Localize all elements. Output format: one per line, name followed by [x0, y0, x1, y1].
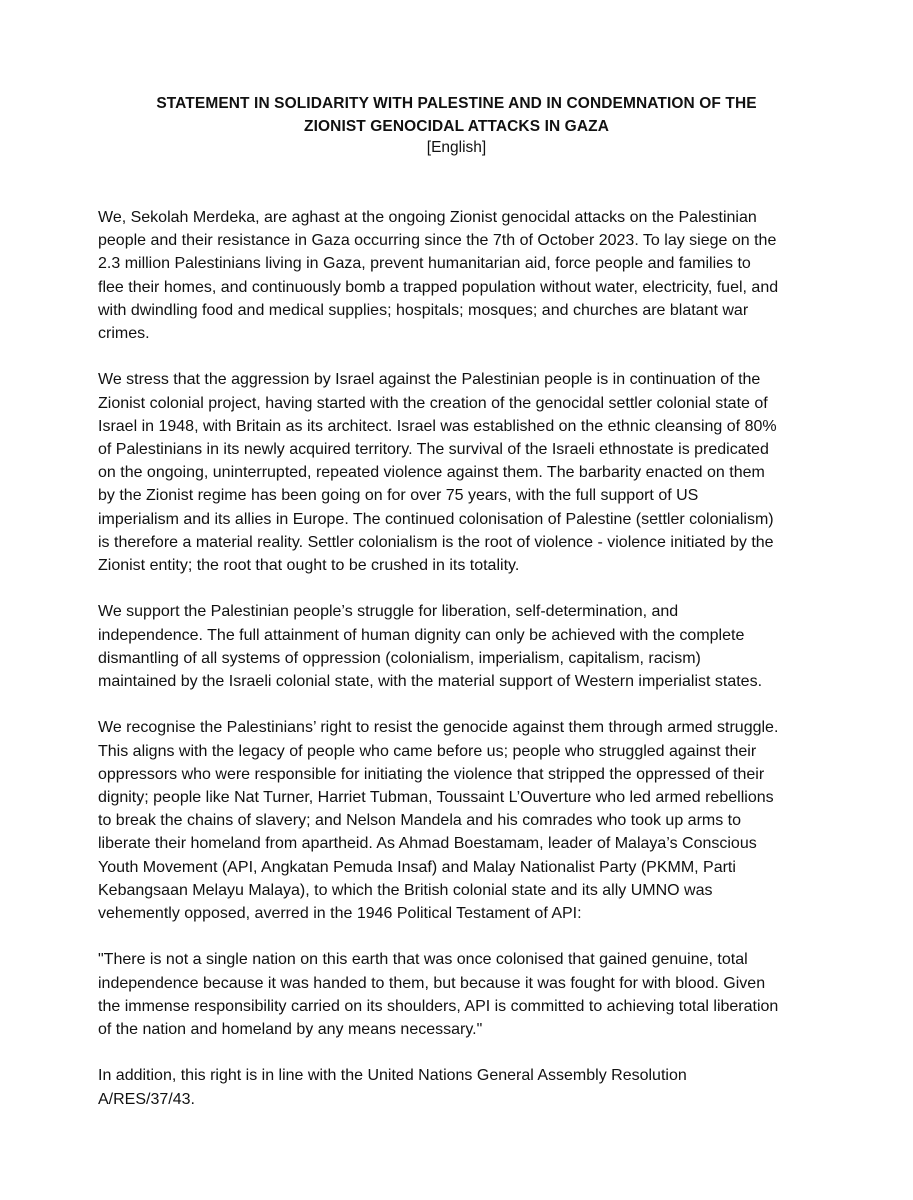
text-line: independence. The full attainment of human dignity can only be achieved with the complete: [98, 626, 745, 644]
text-line: vehemently opposed, averred in the 1946 Political Testament of API:: [98, 905, 582, 923]
text-line: We stress that the aggression by Israel against the Palestinian people is in continuation of the: [98, 371, 761, 389]
text-line: the immense responsibility carried on its shoulders, API is committed to achieving total liberation: [98, 997, 779, 1015]
language-label: [English]: [426, 139, 487, 156]
text-line: We, Sekolah Merdeka, are aghast at the ongoing Zionist genocidal attacks on the Palestinian: [98, 209, 757, 226]
text-line: We recognise the Palestinians’ right to resist the genocide against them through armed struggle.: [98, 719, 779, 737]
text-line: oppressors who were responsible for initiating the violence that stripped the oppressed of their: [98, 765, 765, 783]
text-line: people and their resistance in Gaza occurring since the 7th of October 2023. To lay siege on the: [98, 232, 777, 250]
text-line: We support the Palestinian people’s struggle for liberation, self-determination, and: [98, 603, 679, 621]
text-line: of Palestinians in its newly acquired territory. The survival of the Israeli ethnostate is predicated: [98, 441, 769, 459]
text-line: maintained by the Israeli colonial state, with the material support of Western imperialist states.: [98, 673, 763, 691]
text-line: Israel in 1948, with Britain as its architect. Israel was established on the ethnic cleansing of 80%: [98, 417, 777, 435]
title-line: ZIONIST GENOCIDAL ATTACKS IN GAZA: [304, 118, 609, 135]
text-line: Zionist entity; the root that ought to be crushed in its totality.: [98, 557, 520, 575]
text-line: imperialism and its allies in Europe. The continued colonisation of Palestine (settler colonialism): [98, 510, 774, 528]
document-title: [60, 92, 853, 138]
text-line: is therefore a material reality. Settler colonialism is the root of violence - violence initiated by the: [98, 533, 774, 551]
text-line: independence because it was handed to them, but because it was fought for with blood. Given: [98, 974, 766, 992]
text-line: A/RES/37/43.: [98, 1090, 195, 1108]
paragraph-support: [98, 600, 858, 693]
paragraph-stress: [98, 368, 858, 577]
text-line: liberate their homeland from apartheid. As Ahmad Boestamam, leader of Malaya’s Conscious: [98, 835, 757, 853]
paragraph-recognise: [98, 716, 858, 925]
text-line: Youth Movement (API, Angkatan Pemuda Insaf) and Malay Nationalist Party (PKMM, Parti: [98, 858, 736, 876]
paragraph-aghast: [98, 206, 858, 345]
text-line: to break the chains of slavery; and Nelson Mandela and his comrades who took up arms to: [98, 812, 742, 830]
text-line: crimes.: [98, 325, 150, 343]
document-body: [98, 206, 858, 1134]
paragraph-quote: [98, 948, 858, 1041]
text-line: This aligns with the legacy of people who came before us; people who struggled against their: [98, 742, 757, 760]
text-line: Kebangsaan Melayu Malaya), to which the British colonial state and its ally UMNO was: [98, 881, 713, 899]
text-line: on the ongoing, uninterrupted, repeated violence against them. The barbarity enacted on them: [98, 464, 765, 482]
text-line: "There is not a single nation on this earth that was once colonised that gained genuine, total: [98, 951, 748, 969]
text-line: 2.3 million Palestinians living in Gaza, prevent humanitarian aid, force people and families to: [98, 255, 751, 273]
text-line: dignity; people like Nat Turner, Harriet Tubman, Toussaint L’Ouverture who led armed rebellions: [98, 789, 774, 807]
text-line: of the nation and homeland by any means necessary.": [98, 1021, 483, 1039]
text-line: In addition, this right is in line with the United Nations General Assembly Resolution: [98, 1067, 687, 1085]
text-line: dismantling of all systems of oppression (colonialism, imperialism, capitalism, racism): [98, 649, 701, 667]
text-line: Zionist colonial project, having started with the creation of the genocidal settler colonial state of: [98, 394, 768, 412]
text-line: flee their homes, and continuously bomb a trapped population without water, electricity, fuel, and: [98, 278, 779, 296]
paragraph-resolution: [98, 1064, 858, 1110]
text-line: by the Zionist regime has been going on for over 75 years, with the full support of US: [98, 487, 699, 505]
title-line: STATEMENT IN SOLIDARITY WITH PALESTINE AND IN CONDEMNATION OF THE: [156, 95, 757, 112]
text-line: with dwindling food and medical supplies; hospitals; mosques; and churches are blatant war: [98, 301, 749, 319]
